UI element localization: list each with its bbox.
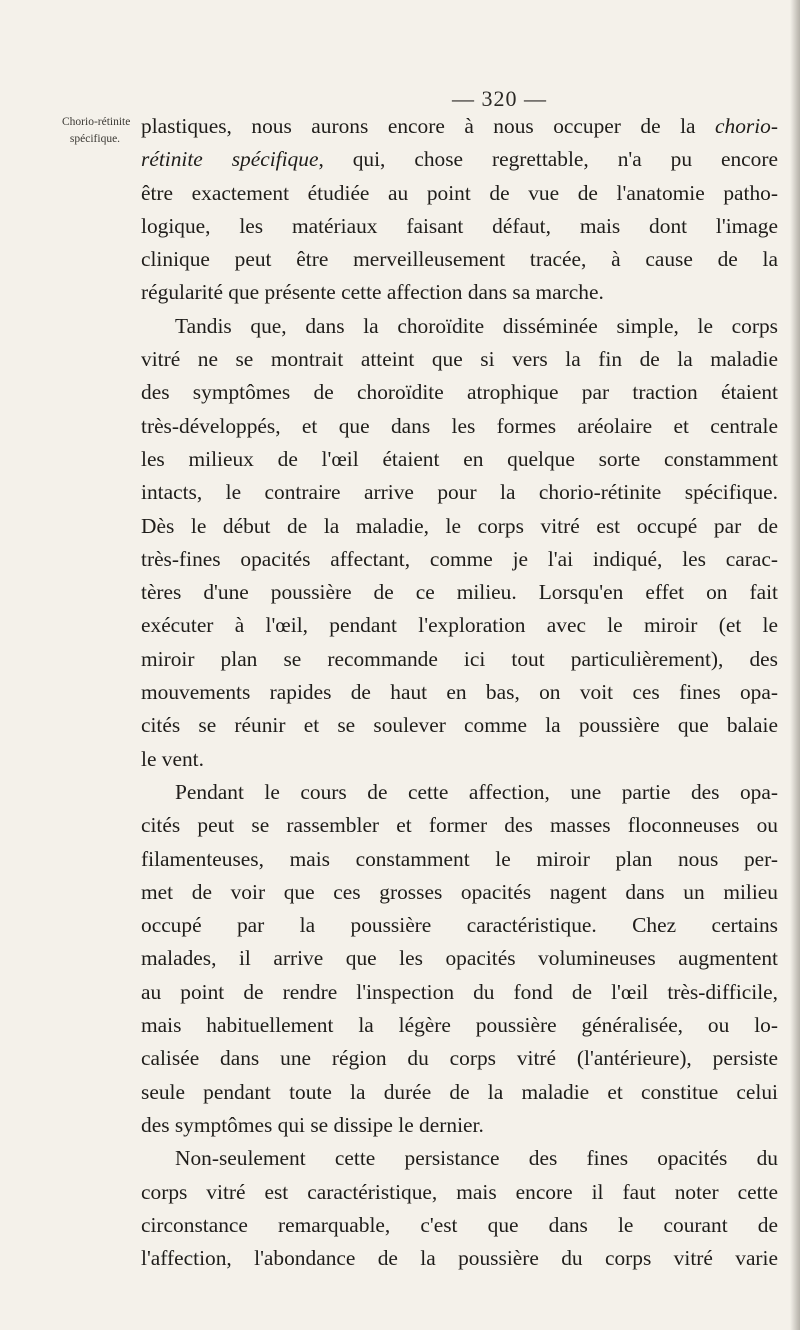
text-line: les milieux de l'œil étaient en quelque sorte constamment [141,446,778,471]
text-line: l'affection, l'abondance de la poussière du corps vitré varie [141,1246,778,1271]
text-line: exécuter à l'œil, pendant l'exploration avec le miroir (et le [141,613,778,638]
text-line: filamenteuses, mais constamment le miroir plan nous per- [141,846,778,871]
text-line: mais habituellement la légère poussière généralisée, ou lo- [141,1013,778,1038]
text-line: occupé par la poussière caractéristique. Chez certains [141,913,778,938]
text-line: logique, les matériaux faisant défaut, mais dont l'image [141,213,778,238]
text-line [141,110,778,143]
text-line: très-développés, et que dans les formes aréolaire et centrale [141,413,778,438]
text-line: être exactement étudiée au point de vue de l'anatomie patho- [141,180,778,205]
text-line: Non-seulement cette persistance des fines opacités du [175,1146,778,1171]
text-line: Pendant le cours de cette affection, une partie des opa- [175,779,778,804]
text-line: intacts, le contraire arrive pour la chorio-rétinite spécifique. [141,480,778,505]
text-line: vitré ne se montrait atteint que si vers la fin de la maladie [141,347,778,372]
text-line: Tandis que, dans la choroïdite disséminée simple, le corps [175,313,778,338]
text-line: circonstance remarquable, c'est que dans le courant de [141,1212,778,1237]
text-line: des symptômes qui se dissipe le dernier. [141,1112,484,1137]
page-number: — 320 — [452,86,547,111]
body-text [141,110,778,1275]
margin-note [62,114,131,148]
text-line: tères d'une poussière de ce milieu. Lorsqu'en effet on fait [141,580,778,605]
text-line: clinique peut être merveilleusement tracée, à cause de la [141,247,778,272]
text-line: corps vitré est caractéristique, mais encore il faut noter cette [141,1179,778,1204]
text-segment: , qui, chose regrettable, n'a pu encore [318,147,778,172]
margin-note-line: spécifique. [69,133,121,145]
text-line: cités peut se rassembler et former des masses floconneuses ou [141,813,778,838]
text-line: régularité que présente cette affection dans sa marche. [141,280,604,305]
scan-edge-shadow [790,0,800,1330]
text-line: Dès le début de la maladie, le corps vitré est occupé par de [141,513,778,538]
italic-term: chorio- [715,114,778,138]
text-line: met de voir que ces grosses opacités nagent dans un milieu [141,879,778,904]
text-line: mouvements rapides de haut en bas, on voit ces fines opa- [141,680,778,705]
italic-term: rétinite spécifique [141,147,319,172]
text-line: cités se réunir et se soulever comme la poussière que balaie [141,713,778,738]
text-segment: plastiques, nous aurons encore à nous occuper de la [141,114,716,138]
text-line: le vent. [141,746,204,771]
margin-note-line: Chorio-rétinite [62,116,131,128]
text-line [141,143,778,176]
text-line: malades, il arrive que les opacités volumineuses augmentent [141,946,778,971]
text-line: calisée dans une région du corps vitré (l'antérieure), persiste [141,1046,778,1071]
text-line: au point de rendre l'inspection du fond de l'œil très-difficile, [141,979,778,1004]
text-line: très-fines opacités affectant, comme je l'ai indiqué, les carac- [141,546,778,571]
text-line: miroir plan se recommande ici tout particulièrement), des [141,646,778,671]
text-line: des symptômes de choroïdite atrophique par traction étaient [141,380,778,405]
text-line: seule pendant toute la durée de la maladie et constitue celui [141,1079,778,1104]
